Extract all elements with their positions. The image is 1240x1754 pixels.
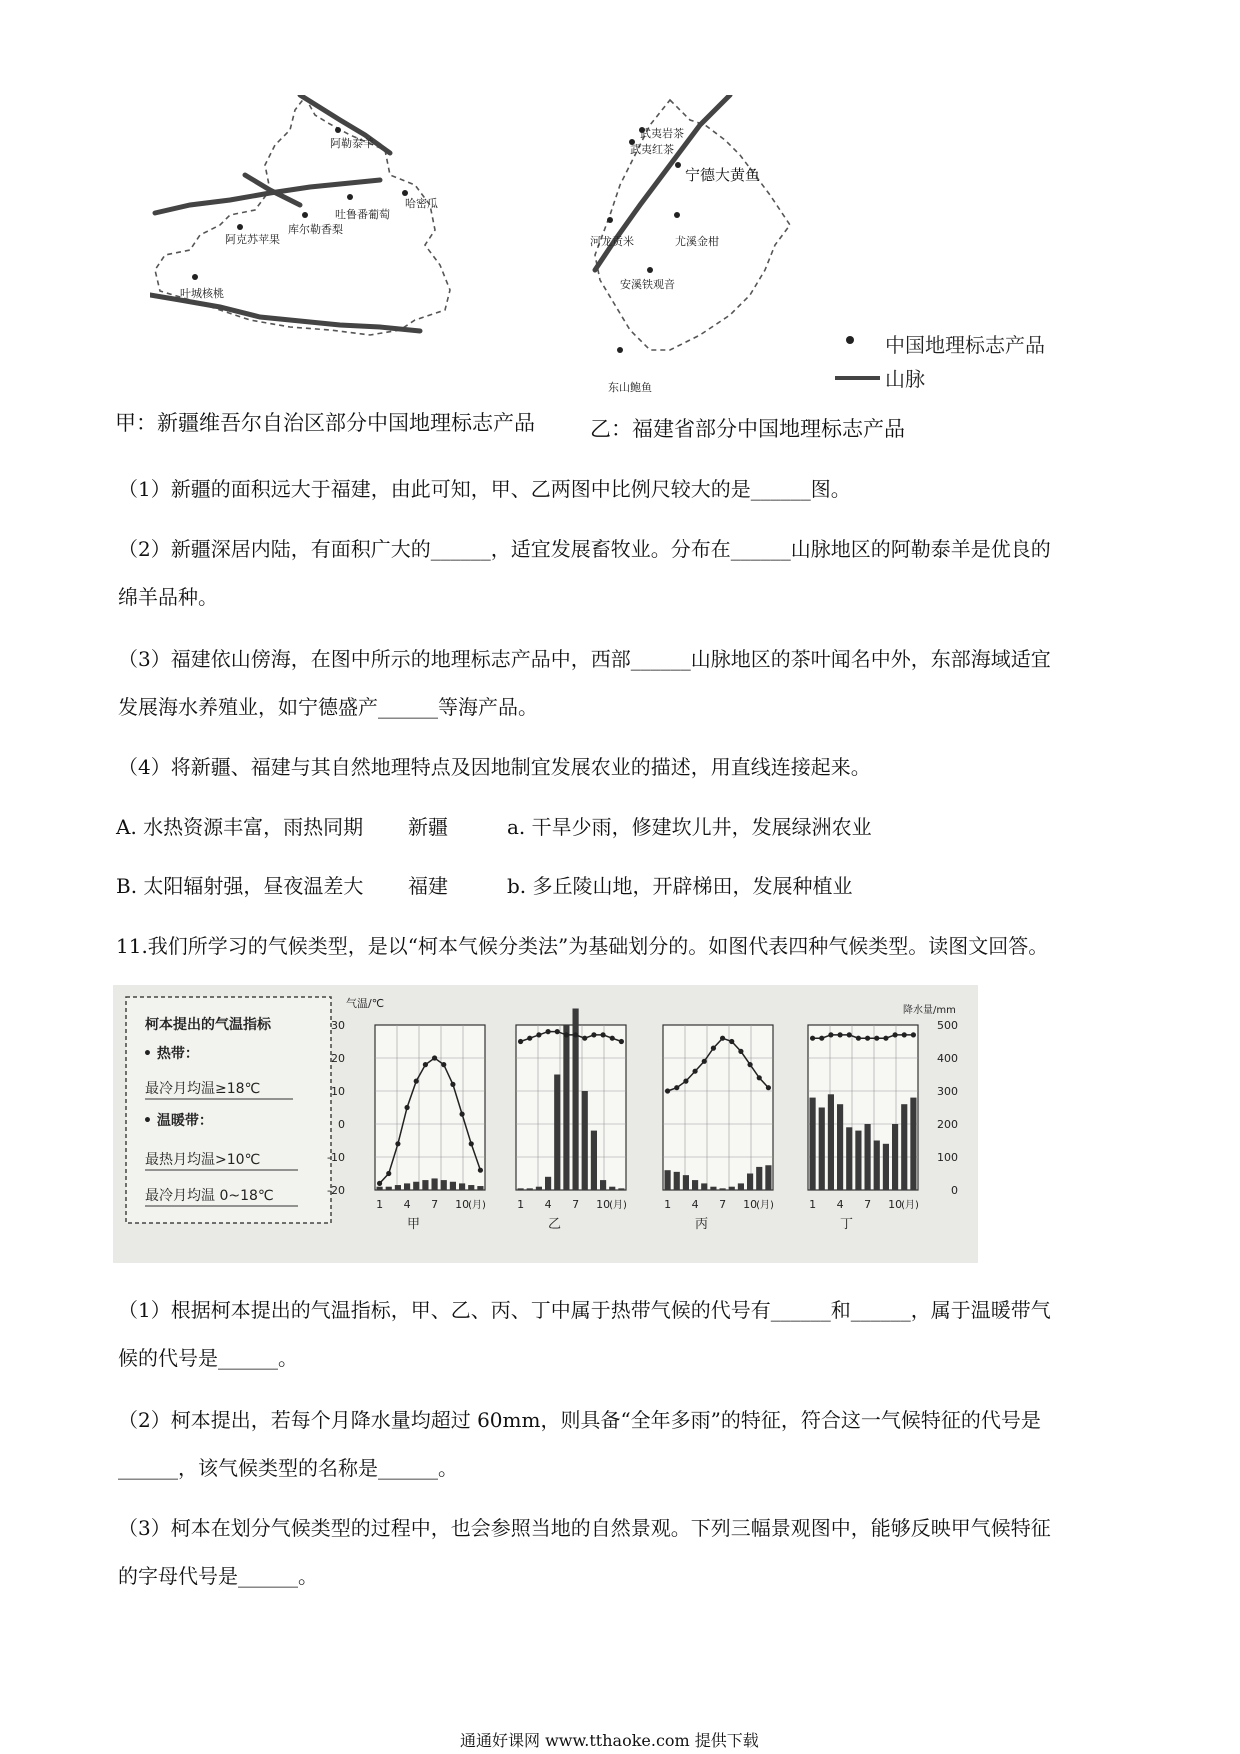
temperature-point [828,1032,833,1037]
temperature-point [450,1082,455,1087]
precip-bar [432,1178,438,1190]
month-tick-label: 4 [691,1198,699,1211]
precip-tick-label: 200 [937,1118,958,1131]
map-label: 阿克苏苹果 [225,233,280,246]
question-10-3-line1: （3）福建依山傍海，在图中所示的地理标志产品中，西部______山脉地区的茶叶闻名中外，东部海域适宜 [118,647,1051,671]
map-label: 叶城核桃 [180,287,224,300]
product-dot [647,267,653,273]
month-tick-label: 1 [517,1198,525,1211]
precip-bar [665,1170,671,1190]
map-label: 武夷岩茶 [640,127,684,140]
map-label: 吐鲁番葡萄 [335,208,390,221]
temperature-point [619,1039,624,1044]
koppen-tropic: • 热带： [143,1046,199,1062]
chart-panel-name: 丙 [694,1217,709,1232]
temperature-point [573,1032,578,1037]
precip-bar [747,1174,753,1191]
match-mid-b: 福建 [408,874,448,898]
page-footer: 通通好课网 www.tthaoke.com 提供下载 [460,1731,759,1750]
temperature-point [702,1059,707,1064]
product-dot [607,217,613,223]
temperature-point [747,1062,752,1067]
question-11-3-line2: 的字母代号是______。 [118,1564,318,1588]
product-dot [402,190,408,196]
question-10-2-line2: 绵羊品种。 [118,585,218,609]
climate-figure [113,985,978,1263]
xinjiang-map [150,95,480,385]
precip-bar [720,1188,726,1190]
map-label: 宁德大黄鱼 [685,166,761,184]
match-right-a: a. 干旱少雨，修建坎儿井，发展绿洲农业 [507,815,872,839]
precip-bar [518,1188,524,1190]
precip-bar [545,1177,551,1190]
temperature-point [377,1181,382,1186]
precip-bar [738,1183,744,1190]
temp-axis-label: 气温/℃ [346,997,385,1010]
map-label: 阿勒泰羊 [330,137,374,150]
precip-bar [901,1104,907,1190]
temp-tick-label: 20 [331,1052,345,1065]
precip-bar [422,1180,428,1190]
chart-panel-name: 甲 [406,1217,421,1232]
temperature-point [810,1036,815,1041]
precip-bar [609,1187,615,1190]
map-label: 尤溪金柑 [675,235,719,248]
temp-tick-label: -10 [327,1151,345,1164]
month-tick-label: 10 [455,1198,470,1211]
temperature-point [911,1032,916,1037]
chart-panel-name: 乙 [547,1217,562,1232]
legend-mountain-label: 山脉 [885,367,925,391]
precip-bar [729,1187,735,1190]
product-dot [675,162,681,168]
question-11: 11.我们所学习的气候类型，是以“柯本气候分类法”为基础划分的。如图代表四种气候类型。读图文回答。 [116,934,1049,958]
temperature-point [738,1049,743,1054]
precip-bar [683,1175,689,1190]
koppen-temperate-rule2: 最冷月均温 0~18℃ [145,1188,274,1204]
month-unit-label: (月) [756,1200,774,1211]
temp-tick-label: 30 [331,1019,345,1032]
precip-bar [395,1185,401,1190]
product-dot [335,127,341,133]
precip-bar [874,1141,880,1191]
precip-bar [865,1124,871,1190]
temperature-point [819,1036,824,1041]
month-tick-label: 7 [572,1198,580,1211]
fujian-map [590,95,840,395]
map-legend [835,330,1065,400]
temperature-point [729,1039,734,1044]
precip-bar [386,1187,392,1190]
month-tick-label: 10 [743,1198,758,1211]
precip-tick-label: 300 [937,1085,958,1098]
question-10-3-line2: 发展海水养殖业，如宁德盛产______等海产品。 [118,695,538,719]
month-unit-label: (月) [468,1200,486,1211]
temperature-point [856,1036,861,1041]
precip-bar [883,1144,889,1190]
map-label: 库尔勒香梨 [288,223,343,236]
temperature-point [536,1032,541,1037]
month-tick-label: 10 [888,1198,903,1211]
temperature-point [892,1032,897,1037]
precip-bar [582,1091,588,1190]
temperature-point [766,1085,771,1090]
precip-bar [910,1098,916,1190]
precip-bar [404,1183,410,1190]
month-tick-label: 4 [544,1198,552,1211]
product-dot [192,274,198,280]
product-dot [302,212,308,218]
precip-bar [618,1188,624,1190]
question-10-1: （1）新疆的面积远大于福建，由此可知，甲、乙两图中比例尺较大的是______图。 [118,477,851,501]
question-10-4: （4）将新疆、福建与其自然地理特点及因地制宜发展农业的描述，用直线连接起来。 [118,755,871,779]
legend-product-icon [846,336,854,344]
product-dot [237,224,243,230]
legend-product-label: 中国地理标志产品 [885,333,1045,357]
temperature-point [441,1062,446,1067]
month-tick-label: 1 [664,1198,672,1211]
temperature-point [692,1069,697,1074]
question-10-2-line1: （2）新疆深居内陆，有面积广大的______，适宜发展畜牧业。分布在______山脉地区的阿勒泰羊是优良的 [118,537,1051,561]
question-11-3-line1: （3）柯本在划分气候类型的过程中，也会参照当地的自然景观。下列三幅景观图中，能够反映甲气候特征 [118,1516,1051,1540]
map-label: 东山鲍鱼 [608,381,652,394]
temperature-point [683,1079,688,1084]
precip-bar [477,1186,483,1190]
temp-tick-label: -20 [327,1184,345,1197]
month-tick-label: 4 [836,1198,844,1211]
precip-bar [819,1108,825,1191]
xinjiang-map-caption: 甲：新疆维吾尔自治区部分中国地理标志产品 [115,411,535,435]
month-tick-label: 1 [809,1198,817,1211]
month-tick-label: 1 [376,1198,384,1211]
koppen-temperate: • 温暖带： [143,1113,213,1129]
precip-bar [765,1165,771,1190]
precip-bar [837,1104,843,1190]
chart-frame [516,1025,626,1190]
precip-bar [855,1131,861,1190]
temperature-point [757,1075,762,1080]
temperature-point [711,1046,716,1051]
map-label: 河龙贡米 [590,235,634,248]
precip-bar [810,1098,816,1190]
precip-bar [554,1075,560,1191]
temperature-point [432,1055,437,1060]
fujian-map-caption: 乙：福建省部分中国地理标志产品 [590,417,905,441]
precip-tick-label: 0 [951,1184,958,1197]
match-left-b: B. 太阳辐射强，昼夜温差大 [116,874,364,898]
temperature-point [902,1032,907,1037]
temperature-point [469,1141,474,1146]
month-tick-label: 7 [864,1198,872,1211]
temperature-point [847,1032,852,1037]
precip-bar [527,1188,533,1190]
precip-axis-label: 降水量/mm [903,1005,956,1016]
precip-bar [450,1182,456,1190]
precip-bar [846,1127,852,1190]
precip-bar [828,1094,834,1190]
precip-bar [710,1187,716,1190]
chart-panel-name: 丁 [839,1217,854,1232]
precip-bar [468,1185,474,1190]
temp-tick-label: 10 [331,1085,345,1098]
temperature-point [386,1171,391,1176]
temperature-point [404,1105,409,1110]
temperature-point [555,1029,560,1034]
temperature-point [414,1079,419,1084]
temperature-point [600,1032,605,1037]
temperature-point [582,1036,587,1041]
precip-bar [441,1180,447,1190]
precip-bar [536,1187,542,1190]
temperature-point [545,1029,550,1034]
question-11-1-line2: 候的代号是______。 [118,1346,298,1370]
precip-bar [600,1180,606,1190]
precip-bar [892,1124,898,1190]
precip-bar [413,1182,419,1190]
koppen-box-title: 柯本提出的气温指标 [145,1017,271,1033]
koppen-tropic-rule: 最冷月均温≥18℃ [145,1081,261,1097]
temperature-point [865,1036,870,1041]
map-label: 哈密瓜 [405,197,438,210]
month-unit-label: (月) [609,1200,627,1211]
product-dot [347,194,353,200]
temperature-point [395,1141,400,1146]
temperature-point [874,1036,879,1041]
precip-bar [377,1187,383,1190]
precip-bar [459,1183,465,1190]
koppen-temperate-rule1: 最热月均温>10℃ [145,1152,261,1168]
question-11-2-line1: （2）柯本提出，若每个月降水量均超过 60mm，则具备“全年多雨”的特征，符合这一气候特征的代号是 [118,1408,1041,1432]
chart-frame [663,1025,773,1190]
product-dot [674,212,680,218]
month-tick-label: 7 [431,1198,439,1211]
precip-bar [692,1180,698,1190]
match-right-b: b. 多丘陵山地，开辟梯田，发展种植业 [507,874,853,898]
match-left-a: A. 水热资源丰富，雨热同期 [116,815,364,839]
month-tick-label: 7 [719,1198,727,1211]
temperature-point [564,1032,569,1037]
month-unit-label: (月) [901,1200,919,1211]
temperature-point [674,1085,679,1090]
precip-tick-label: 500 [937,1019,958,1032]
map-label: 安溪铁观音 [620,278,675,291]
temperature-point [478,1168,483,1173]
question-11-2-line2: ______，该气候类型的名称是______。 [118,1456,458,1480]
precip-bar [591,1131,597,1190]
precip-bar [674,1172,680,1190]
precip-tick-label: 400 [937,1052,958,1065]
temp-tick-label: 0 [338,1118,345,1131]
precip-tick-label: 100 [937,1151,958,1164]
map-label: 武夷红茶 [630,143,674,156]
temperature-point [591,1032,596,1037]
question-11-1-line1: （1）根据柯本提出的气温指标，甲、乙、丙、丁中属于热带气候的代号有______和______，属于温暖带气 [118,1298,1051,1322]
temperature-point [423,1062,428,1067]
temperature-point [459,1112,464,1117]
month-tick-label: 4 [403,1198,411,1211]
precip-bar [563,1025,569,1190]
temperature-point [720,1036,725,1041]
product-dot [617,347,623,353]
temperature-point [518,1039,523,1044]
precip-bar [701,1183,707,1190]
temperature-point [527,1036,532,1041]
temperature-point [883,1036,888,1041]
temperature-point [610,1036,615,1041]
match-mid-a: 新疆 [408,815,448,839]
month-tick-label: 10 [596,1198,611,1211]
temperature-point [837,1032,842,1037]
temperature-point [665,1088,670,1093]
precip-bar [756,1167,762,1190]
